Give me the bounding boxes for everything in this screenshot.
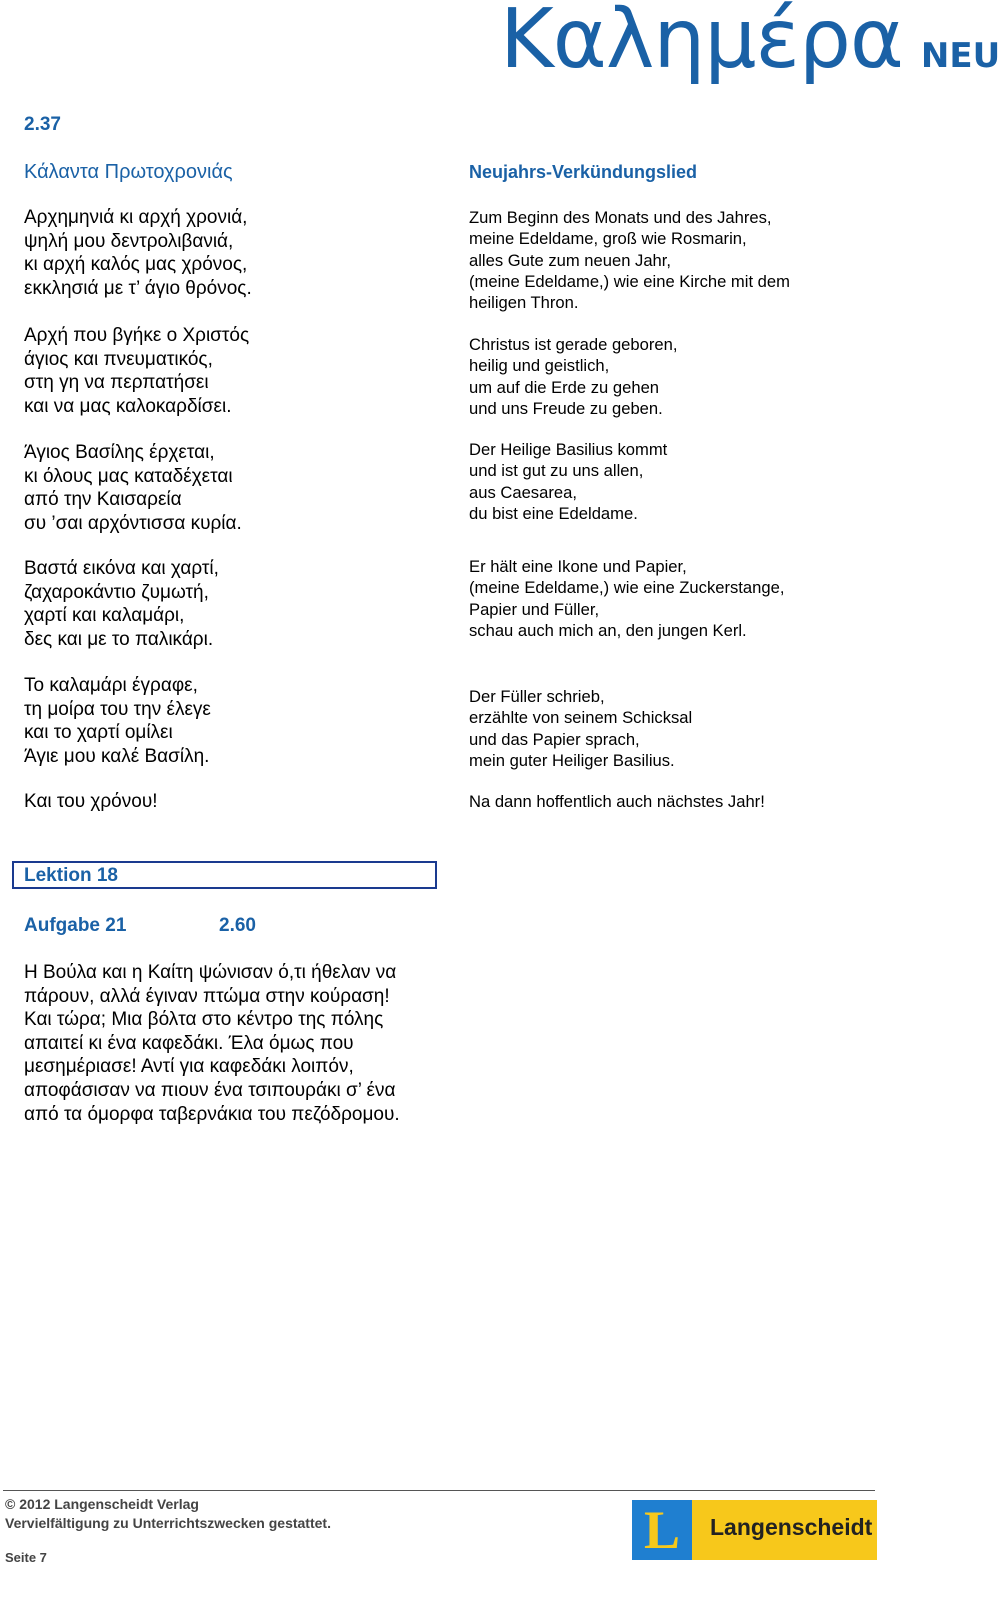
german-line: Zum Beginn des Monats und des Jahres, — [469, 208, 772, 227]
brand-suffix: NEU — [920, 36, 1000, 76]
greek-stanza — [24, 206, 252, 300]
german-line: und das Papier sprach, — [469, 729, 640, 749]
task-track-number: 2.60 — [219, 915, 256, 936]
greek-stanza — [24, 557, 219, 651]
footer-copyright — [5, 1495, 331, 1533]
publisher-logo-letter: L — [643, 1500, 681, 1560]
greek-line: χαρτί και καλαμάρι, — [24, 605, 185, 627]
german-line: Christus ist gerade geboren, — [469, 335, 678, 354]
task-text-line: αποφάσισαν να πιουν ένα τσιπουράκι σ’ ένα — [24, 1079, 396, 1101]
greek-line: από την Καισαρεία — [24, 489, 182, 511]
task-text-line: μεσημέριασε! Αντί για καφεδάκι λοιπόν, — [24, 1056, 354, 1078]
german-stanza — [469, 556, 784, 641]
copyright-text: © 2012 Langenscheidt Verlag — [5, 1496, 199, 1512]
german-line: (meine Edeldame,) wie eine Kirche mit dem — [469, 271, 790, 291]
german-line: Na dann hoffentlich auch nächstes Jahr! — [469, 792, 765, 811]
greek-line: και το χαρτί ομίλει — [24, 722, 173, 744]
greek-line: άγιος και πνευματικός, — [24, 348, 213, 370]
german-line: heilig und geistlich, — [469, 356, 610, 376]
task-text-line: από τα όμορφα ταβερνάκια του πεζόδρομου. — [24, 1103, 400, 1125]
publisher-logo-name: Langenscheidt — [710, 1514, 873, 1540]
task-text-line: Και τώρα; Μια βόλτα στο κέντρο της πόλης — [24, 1009, 384, 1031]
german-stanza — [469, 686, 692, 771]
greek-line: Το καλαμάρι έγραφε, — [24, 675, 198, 696]
greek-line: Αρχή που βγήκε ο Χριστός — [24, 325, 250, 346]
german-line: und ist gut zu uns allen, — [469, 461, 644, 481]
greek-line: συ ’σαι αρχόντισσα κυρία. — [24, 512, 242, 534]
greek-line: δες και με το παλικάρι. — [24, 628, 214, 650]
greek-line: Βαστά εικόνα και χαρτί, — [24, 558, 219, 579]
german-line: mein guter Heiliger Basilius. — [469, 750, 675, 770]
german-line: Er hält eine Ikone und Papier, — [469, 557, 687, 576]
brand-logo — [500, 0, 1000, 87]
greek-line: κι αρχή καλός μας χρόνος, — [24, 254, 248, 276]
publisher-logo — [632, 1500, 877, 1560]
task-text-line: απαιτεί κι ένα καφεδάκι. Έλα όμως που — [24, 1032, 354, 1054]
lesson-box — [12, 861, 437, 889]
publisher-logo-mark — [632, 1500, 692, 1560]
german-line: alles Gute zum neuen Jahr, — [469, 250, 672, 270]
task-label: Aufgabe 21 — [24, 915, 127, 936]
greek-song-title: Κάλαντα Πρωτοχρονιάς — [24, 161, 233, 183]
task-text — [24, 961, 400, 1126]
german-line: du bist eine Edeldame. — [469, 503, 638, 523]
german-line: meine Edeldame, groß wie Rosmarin, — [469, 229, 747, 249]
greek-line: ψηλή μου δεντρολιβανιά, — [24, 230, 234, 252]
german-song-title: Neujahrs-Verkündungslied — [469, 162, 698, 182]
german-line: um auf die Erde zu gehen — [469, 377, 660, 397]
brand-title: Καλημέρα — [500, 0, 903, 87]
german-line: und uns Freude zu geben. — [469, 398, 663, 418]
german-line: Papier und Füller, — [469, 599, 600, 619]
greek-stanza — [24, 324, 249, 418]
greek-line: Άγιε μου καλέ Βασίλη. — [24, 745, 210, 767]
page-number: Seite 7 — [5, 1550, 47, 1565]
german-stanza — [469, 207, 790, 313]
greek-stanza — [24, 441, 242, 535]
greek-line: στη γη να περπατήσει — [24, 372, 209, 394]
greek-closing — [24, 790, 157, 814]
greek-line: Και του χρόνου! — [24, 791, 158, 812]
track-number: 2.37 — [24, 114, 61, 135]
greek-line: τη μοίρα του την έλεγε — [24, 698, 211, 720]
copy-permission-text: Vervielfältigung zu Unterrichtszwecken gestattet. — [5, 1515, 331, 1531]
greek-line: Αρχημηνιά κι αρχή χρονιά, — [24, 207, 248, 228]
german-stanza — [469, 439, 667, 524]
german-line: Der Füller schrieb, — [469, 687, 605, 706]
german-line: schau auch mich an, den jungen Kerl. — [469, 620, 747, 640]
footer-divider — [3, 1490, 875, 1491]
task-text-line: πάρουν, αλλά έγιναν πτώμα στην κούραση! — [24, 985, 390, 1007]
german-line: heiligen Thron. — [469, 293, 579, 313]
german-closing — [469, 791, 765, 812]
greek-line: εκκλησιά με τ’ άγιο θρόνος. — [24, 277, 252, 299]
german-line: aus Caesarea, — [469, 482, 577, 502]
lesson-label: Lektion 18 — [24, 865, 118, 886]
german-line: erzählte von seinem Schicksal — [469, 708, 693, 728]
german-line: Der Heilige Basilius kommt — [469, 440, 668, 459]
greek-line: Άγιος Βασίλης έρχεται, — [24, 442, 215, 463]
greek-stanza — [24, 674, 211, 768]
task-text-line: Η Βούλα και η Καίτη ψώνισαν ό,τι ήθελαν να — [24, 962, 397, 983]
german-line: (meine Edeldame,) wie eine Zuckerstange, — [469, 578, 785, 598]
greek-line: ζαχαροκάντιο ζυμωτή, — [24, 581, 209, 603]
greek-line: και να μας καλοκαρδίσει. — [24, 395, 232, 417]
german-stanza — [469, 334, 677, 419]
greek-line: κι όλους μας καταδέχεται — [24, 465, 233, 487]
